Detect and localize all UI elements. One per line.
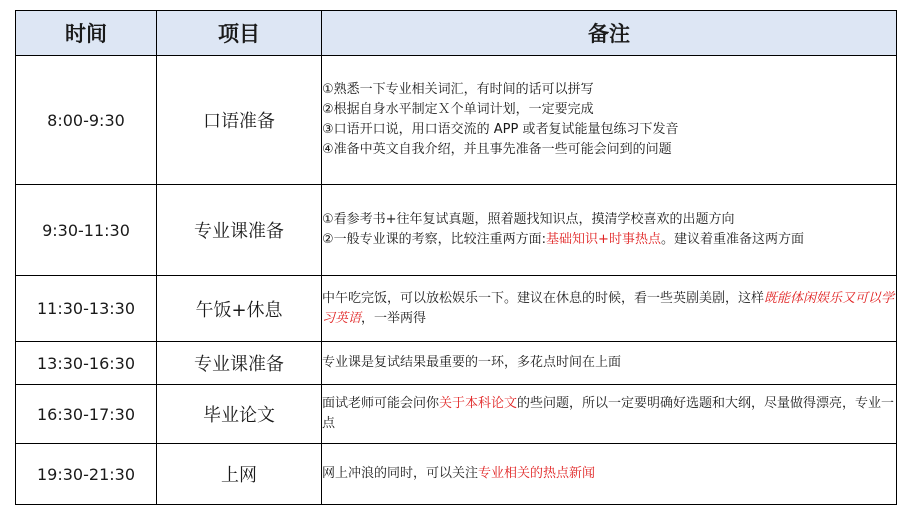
table-row (16, 385, 897, 444)
note-text: 的些问题，所以一定要明确好选题和大纲，尽量做得漂亮，专业一点 (322, 396, 895, 431)
item-cell: 专业课准备 (157, 342, 322, 385)
note-line: ②根据自身水平制定Ｘ个单词计划，一定要完成 (322, 102, 594, 117)
header-row (16, 11, 897, 56)
note-cell (322, 185, 897, 276)
table-row (16, 342, 897, 385)
header-item: 项目 (157, 11, 322, 56)
note-paragraph (322, 289, 896, 329)
item-cell: 口语准备 (157, 56, 322, 185)
note-text: 。建议着重准备这两方面 (660, 232, 804, 247)
item-cell: 午饭+休息 (157, 276, 322, 342)
time-cell: 11:30-13:30 (16, 276, 157, 342)
note-line: ①看参考书+往年复试真题，照着题找知识点，摸清学校喜欢的出题方向 (322, 212, 735, 227)
schedule-table (15, 10, 897, 505)
item-cell: 上网 (157, 444, 322, 505)
highlight-text: 基础知识+时事热点 (546, 232, 661, 247)
table-row (16, 444, 897, 505)
note-paragraph (322, 394, 896, 434)
note-cell (322, 276, 897, 342)
note-line: ④准备中英文自我介绍，并且事先准备一些可能会问到的问题 (322, 142, 672, 157)
table-row (16, 56, 897, 185)
time-cell: 13:30-16:30 (16, 342, 157, 385)
note-text: 面试老师可能会问你 (322, 396, 440, 411)
time-cell: 8:00-9:30 (16, 56, 157, 185)
highlight-text: 专业相关的热点新闻 (478, 466, 596, 481)
header-note: 备注 (322, 11, 897, 56)
time-cell: 9:30-11:30 (16, 185, 157, 276)
note-text: 网上冲浪的同时，可以关注 (322, 466, 479, 481)
table-row (16, 276, 897, 342)
note-cell (322, 342, 897, 385)
item-cell: 毕业论文 (157, 385, 322, 444)
header-time: 时间 (16, 11, 157, 56)
note-cell (322, 385, 897, 444)
item-cell: 专业课准备 (157, 185, 322, 276)
note-cell (322, 56, 897, 185)
note-line: ①熟悉一下专业相关词汇，有时间的话可以拼写 (322, 82, 594, 97)
note-text: ②一般专业课的考察，比较注重两方面: (322, 232, 547, 247)
note-cell (322, 444, 897, 505)
note-line (322, 464, 896, 484)
highlight-text: 关于本科论文 (439, 396, 518, 411)
time-cell: 19:30-21:30 (16, 444, 157, 505)
table-row (16, 185, 897, 276)
note-line (322, 230, 896, 250)
time-cell: 16:30-17:30 (16, 385, 157, 444)
note-text: ，一举两得 (361, 310, 427, 326)
note-line: 专业课是复试结果最重要的一环，多花点时间在上面 (322, 355, 622, 370)
note-text: 中午吃完饭，可以放松娱乐一下。建议在休息的时候，看一些英剧美剧，这样 (322, 290, 765, 306)
highlight-text: 既能体闲娱乐又可以学习英语 (322, 290, 895, 326)
note-line: ③口语开口说，用口语交流的 APP 或者复试能量包练习下发音 (322, 122, 679, 137)
